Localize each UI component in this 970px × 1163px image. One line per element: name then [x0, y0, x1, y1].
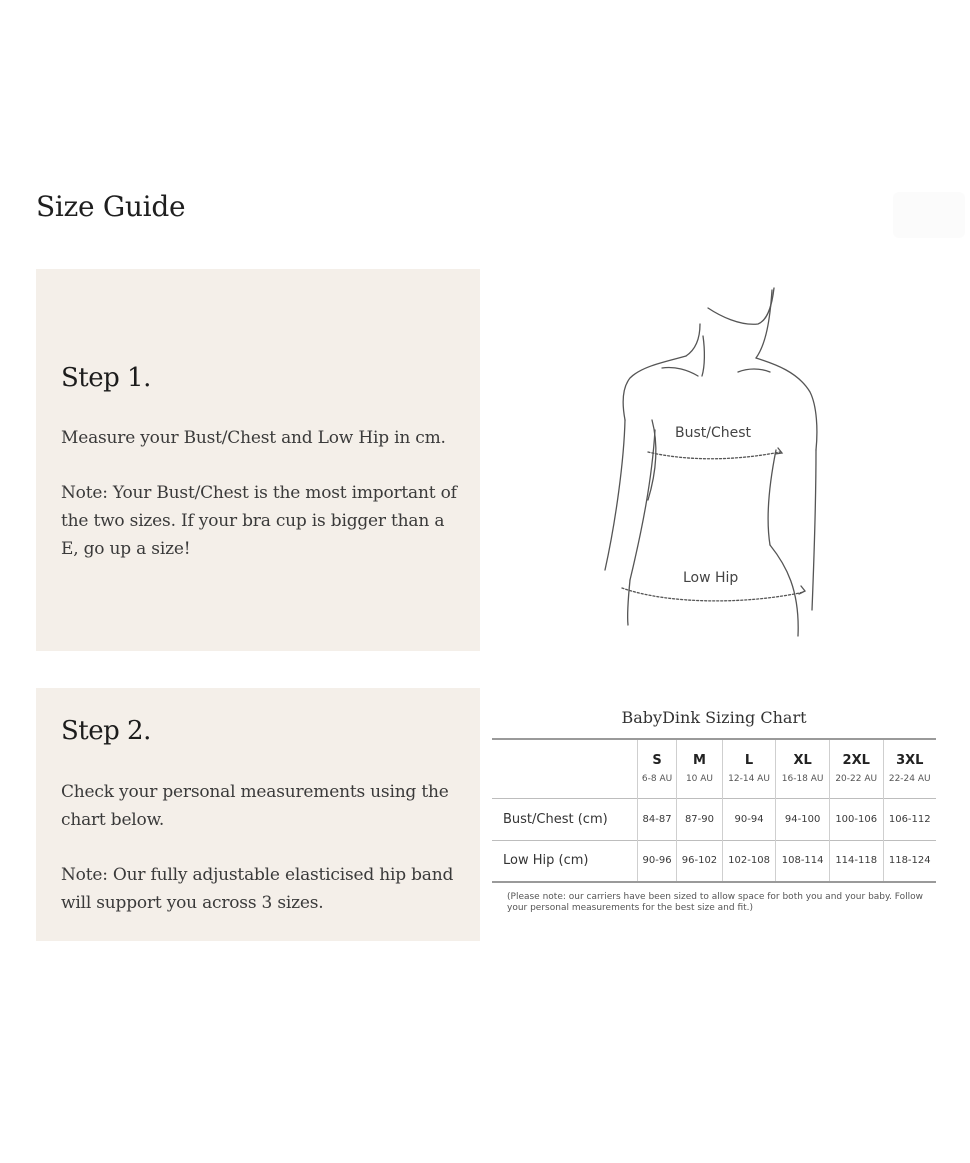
- step-2-panel: [36, 688, 480, 941]
- table-row: [492, 840, 936, 882]
- collarbone-left: [662, 367, 698, 376]
- body-measurement-illustration: [590, 280, 830, 640]
- table-cell: 94-100: [776, 798, 830, 840]
- right-arm-inner: [768, 450, 776, 545]
- size-column-header: 3XL 22-24 AU: [883, 739, 936, 798]
- step-1-note: Note: Your Bust/Chest is the most important of the two sizes. If your bra cup is bigger than a E, go up a size!: [61, 483, 457, 559]
- step-2-instruction: Check your personal measurements using the chart below.: [61, 782, 449, 830]
- table-cell: 100-106: [829, 798, 883, 840]
- step-1-instruction: Measure your Bust/Chest and Low Hip in cm.: [61, 428, 446, 448]
- table-cell: 102-108: [722, 840, 776, 882]
- step-2-note: Note: Our fully adjustable elasticised hip band will support you across 3 sizes.: [61, 865, 454, 913]
- hip-measure-line: [622, 588, 804, 601]
- neck-left: [686, 324, 700, 356]
- header-empty-cell: [492, 739, 637, 798]
- step-1-panel: [36, 269, 480, 651]
- table-cell: 96-102: [677, 840, 723, 882]
- table-cell: 108-114: [776, 840, 830, 882]
- right-arm-outer: [812, 450, 816, 610]
- size-header-row: [492, 739, 936, 798]
- size-column-header: L 12-14 AU: [722, 739, 776, 798]
- table-cell: 84-87: [637, 798, 676, 840]
- right-shoulder: [756, 358, 817, 450]
- row-label: Low Hip (cm): [503, 853, 589, 869]
- size-column-header: M 10 AU: [677, 739, 723, 798]
- step-2-heading: Step 2.: [61, 716, 151, 746]
- sizing-chart-table: [492, 738, 936, 883]
- table-cell: 90-96: [637, 840, 676, 882]
- table-cell: 118-124: [883, 840, 936, 882]
- page-title: Size Guide: [36, 190, 186, 223]
- left-arm-outer: [605, 420, 625, 570]
- left-hip-line: [628, 580, 630, 625]
- collarbone-right: [738, 369, 770, 372]
- corner-placeholder: [893, 192, 965, 238]
- jaw-line: [708, 288, 774, 324]
- table-cell: 106-112: [883, 798, 936, 840]
- table-row: [492, 798, 936, 840]
- left-arm-inner: [630, 430, 655, 580]
- table-cell: 114-118: [829, 840, 883, 882]
- row-label: Bust/Chest (cm): [503, 811, 608, 827]
- neck-front: [702, 336, 704, 376]
- low-hip-label: Low Hip: [683, 570, 739, 586]
- bust-measure-line: [648, 452, 780, 459]
- left-shoulder: [623, 356, 686, 420]
- table-cell: 90-94: [722, 798, 776, 840]
- table-cell: 87-90: [677, 798, 723, 840]
- step-1-heading: Step 1.: [61, 363, 151, 393]
- sizing-chart-note: (Please note: our carriers have been sized to allow space for both you and your baby. Follow your personal measurements for the best size and fit.): [507, 892, 924, 913]
- sizing-chart-title: BabyDink Sizing Chart: [621, 708, 807, 727]
- right-hip-line: [770, 545, 798, 636]
- bust-chest-label: Bust/Chest: [675, 425, 752, 441]
- size-column-header: S 6-8 AU: [637, 739, 676, 798]
- size-column-header: 2XL 20-22 AU: [829, 739, 883, 798]
- size-column-header: XL 16-18 AU: [776, 739, 830, 798]
